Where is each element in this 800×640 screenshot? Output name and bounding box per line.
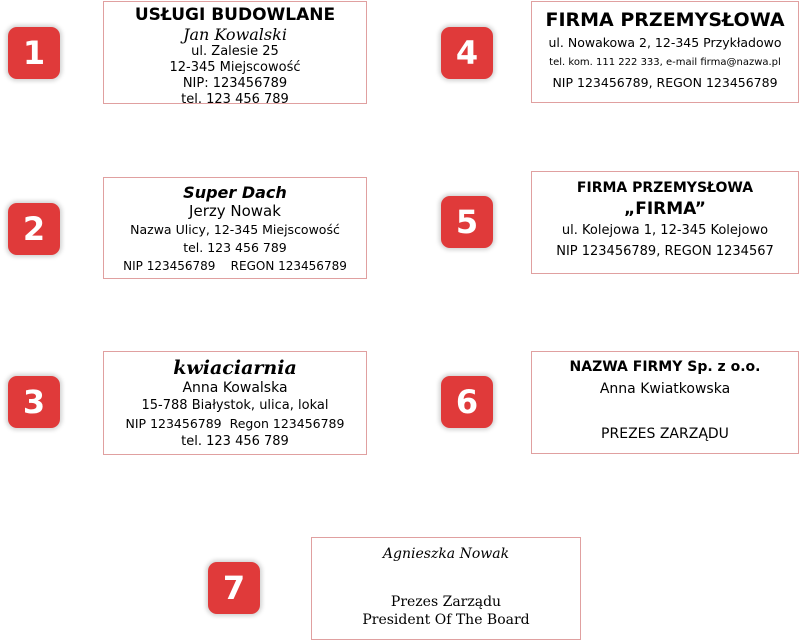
stamp-2-address: Nazwa Ulicy, 12-345 Miejscowość — [130, 222, 340, 237]
stamp-5-company-type: FIRMA PRZEMYSŁOWA — [576, 180, 754, 196]
stamp-4-contact: tel. kom. 111 222 333, e-mail firma@nazwa.pl — [549, 57, 781, 68]
stamp-1-address-street: ul. Zalesie 25 — [191, 44, 279, 59]
stamp-1-address-city: 12-345 Miejscowość — [169, 60, 301, 75]
badge-4: 4 — [441, 27, 493, 79]
stamp-2-company-name: Super Dach — [183, 183, 287, 202]
stamp-6 — [531, 351, 799, 454]
badge-2: 2 — [8, 203, 60, 255]
stamp-7 — [311, 537, 581, 640]
badge-3: 3 — [8, 376, 60, 428]
stamp-2-phone: tel. 123 456 789 — [183, 240, 287, 255]
stamp-6-position: PREZES ZARZĄDU — [601, 426, 729, 442]
stamp-4 — [531, 1, 799, 103]
stamp-1-phone: tel. 123 456 789 — [181, 92, 289, 104]
stamp-3-address: 15-788 Białystok, ulica, lokal — [141, 398, 329, 413]
stamp-1-company-name: USŁUGI BUDOWLANE — [134, 5, 336, 25]
stamp-5-company-name: „FIRMA” — [624, 199, 706, 219]
stamp-5 — [531, 171, 799, 274]
stamp-3-nip-regon: NIP 123456789 Regon 123456789 — [125, 416, 345, 431]
stamp-5-address: ul. Kolejowa 1, 12-345 Kolejowo — [561, 223, 769, 238]
stamp-1 — [103, 1, 367, 104]
stamp-3-phone: tel. 123 456 789 — [181, 434, 289, 449]
stamp-2-nip-regon: NIP 123456789 REGON 123456789 — [123, 259, 347, 273]
badge-1: 1 — [8, 27, 60, 79]
stamp-7-person-name: Agnieszka Nowak — [382, 546, 510, 562]
stamp-6-company-name: NAZWA FIRMY Sp. z o.o. — [569, 359, 761, 375]
stamp-5-nip-regon: NIP 123456789, REGON 1234567 — [556, 244, 774, 259]
badge-7: 7 — [208, 562, 260, 614]
stamp-3 — [103, 351, 367, 455]
stamp-3-company-name: kwiaciarnia — [173, 357, 297, 379]
stamp-4-address: ul. Nowakowa 2, 12-345 Przykładowo — [548, 35, 782, 50]
stamp-6-person-name: Anna Kwiatkowska — [599, 381, 731, 397]
stamp-7-position-english: President Of The Board — [362, 612, 530, 628]
stamp-7-position-polish: Prezes Zarządu — [390, 594, 502, 610]
stamp-4-nip-regon: NIP 123456789, REGON 123456789 — [552, 75, 778, 90]
stamp-4-company-name: FIRMA PRZEMYSŁOWA — [545, 9, 785, 31]
stamp-1-person-name: Jan Kowalski — [183, 25, 287, 44]
stamp-2-person-name: Jerzy Nowak — [189, 202, 281, 220]
stamp-3-person-name: Anna Kowalska — [182, 380, 288, 396]
stamp-1-nip: NIP: 123456789 — [182, 76, 288, 91]
badge-6: 6 — [441, 376, 493, 428]
stamp-2 — [103, 177, 367, 279]
badge-5: 5 — [441, 196, 493, 248]
